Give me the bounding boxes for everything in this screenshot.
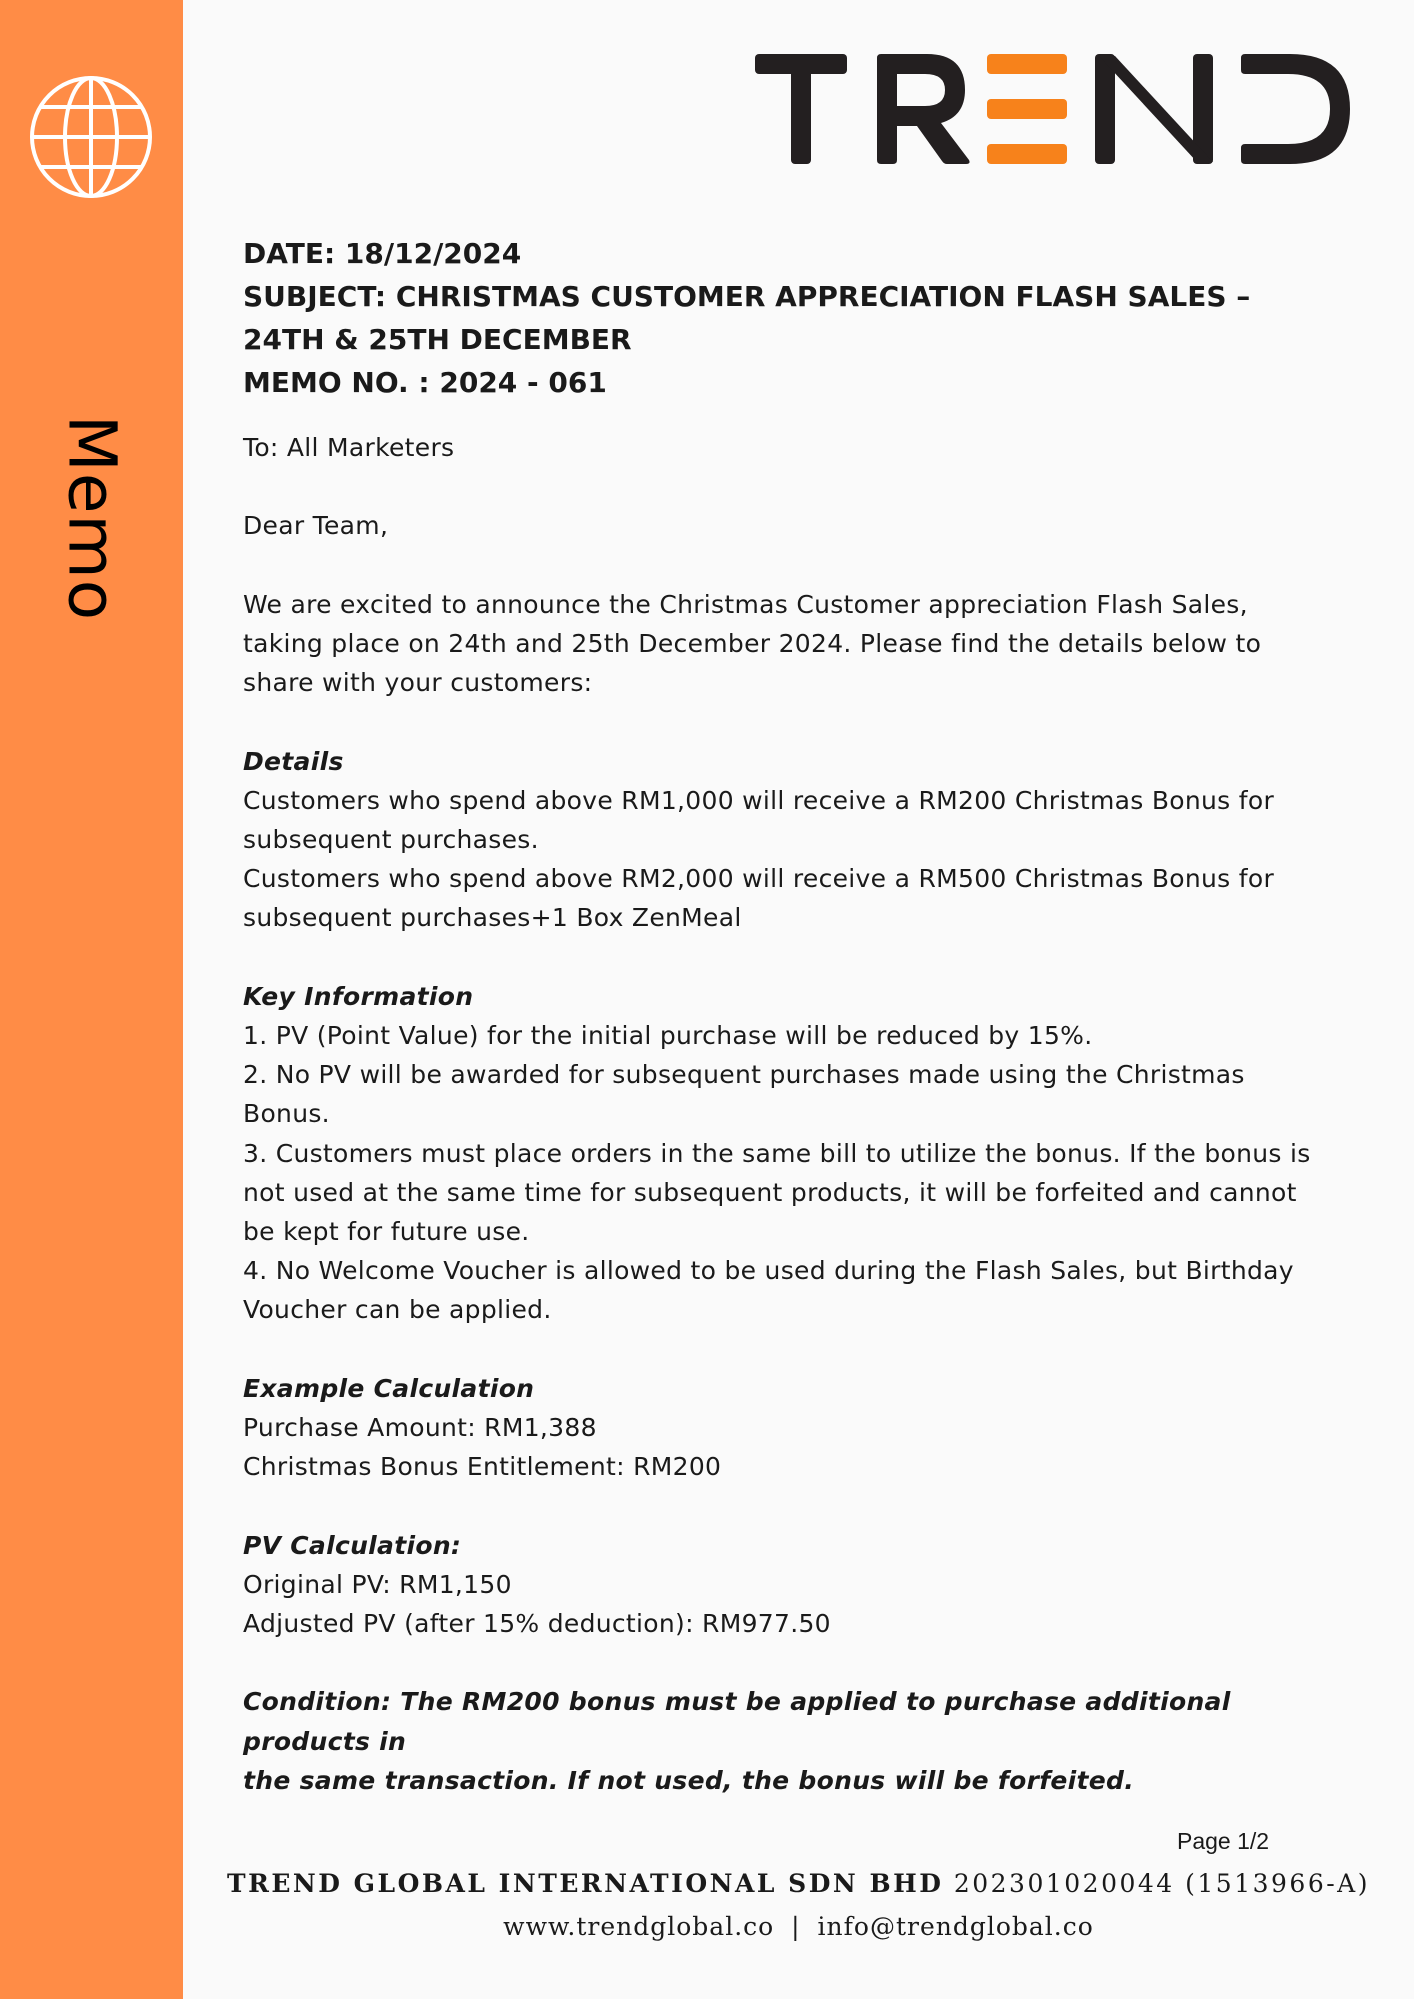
key-info-item-2-cont: Bonus. [243, 1099, 330, 1129]
memo-body [243, 428, 1355, 1800]
key-info-item-4: 4. No Welcome Voucher is allowed to be used during the Flash Sales, but Birthday [243, 1256, 1294, 1286]
details-heading: Details [243, 746, 344, 776]
key-info-heading: Key Information [243, 981, 474, 1011]
globe-icon [28, 74, 154, 200]
company-registration: 202301020044 (1513966-A) [953, 1869, 1370, 1898]
pv-heading: PV Calculation: [243, 1530, 462, 1560]
key-info-item-3-cont: not used at the same time for subsequent products, it will be forfeited and cannot [243, 1177, 1297, 1207]
sidebar-memo-label: Memo [53, 414, 131, 622]
intro-line-1: We are excited to announce the Christmas Customer appreciation Flash Sales, [243, 589, 1248, 619]
email-link[interactable]: info@trendglobal.co [817, 1912, 1094, 1941]
intro-line-2: taking place on 24th and 25th December 2024. Please find the details below to [243, 628, 1262, 658]
example-heading: Example Calculation [243, 1373, 535, 1403]
key-info-item-3: 3. Customers must place orders in the same bill to utilize the bonus. If the bonus is [243, 1138, 1311, 1168]
intro-line-3: share with your customers: [243, 668, 593, 698]
footer-company [183, 1869, 1414, 1898]
condition-line-2: the same transaction. If not used, the bonus will be forfeited. [243, 1765, 1135, 1795]
details-line-3: Customers who spend above RM2,000 will receive a RM500 Christmas Bonus for [243, 864, 1275, 894]
key-info-item-2: 2. No PV will be awarded for subsequent purchases made using the Christmas [243, 1060, 1245, 1090]
purchase-amount: Purchase Amount: RM1,388 [243, 1413, 597, 1442]
adjusted-pv: Adjusted PV (after 15% deduction): RM977.50 [243, 1609, 831, 1638]
company-name: TREND GLOBAL INTERNATIONAL SDN BHD [227, 1869, 944, 1898]
website-link[interactable]: www.trendglobal.co [503, 1912, 775, 1941]
footer-contact [183, 1912, 1414, 1941]
memo-subject-line-1: SUBJECT: CHRISTMAS CUSTOMER APPRECIATION FLASH SALES – [243, 280, 1251, 313]
sidebar [0, 0, 183, 1999]
memo-header [243, 232, 1353, 404]
memo-number: MEMO NO. : 2024 - 061 [243, 366, 607, 399]
details-line-2: subsequent purchases. [243, 824, 539, 854]
condition-line-1: Condition: The RM200 bonus must be applied to purchase additional products in [243, 1687, 1231, 1756]
key-info-item-1: 1. PV (Point Value) for the initial purchase will be reduced by 15%. [243, 1020, 1093, 1050]
original-pv: Original PV: RM1,150 [243, 1569, 512, 1599]
details-line-4: subsequent purchases+1 Box ZenMeal [243, 903, 742, 933]
salutation: Dear Team, [243, 511, 389, 541]
recipient-line: To: All Marketers [243, 433, 455, 462]
bonus-entitlement: Christmas Bonus Entitlement: RM200 [243, 1452, 722, 1482]
page-number: Page 1/2 [1177, 1828, 1270, 1854]
details-line-1: Customers who spend above RM1,000 will receive a RM200 Christmas Bonus for [243, 785, 1275, 815]
memo-subject-line-2: 24TH & 25TH DECEMBER [243, 323, 632, 356]
key-info-item-4-cont: Voucher can be applied. [243, 1295, 552, 1325]
key-info-item-3-cont-2: be kept for future use. [243, 1217, 530, 1246]
memo-date: DATE: 18/12/2024 [243, 237, 522, 270]
footer-separator: | [791, 1912, 801, 1941]
trend-logo [755, 50, 1350, 168]
